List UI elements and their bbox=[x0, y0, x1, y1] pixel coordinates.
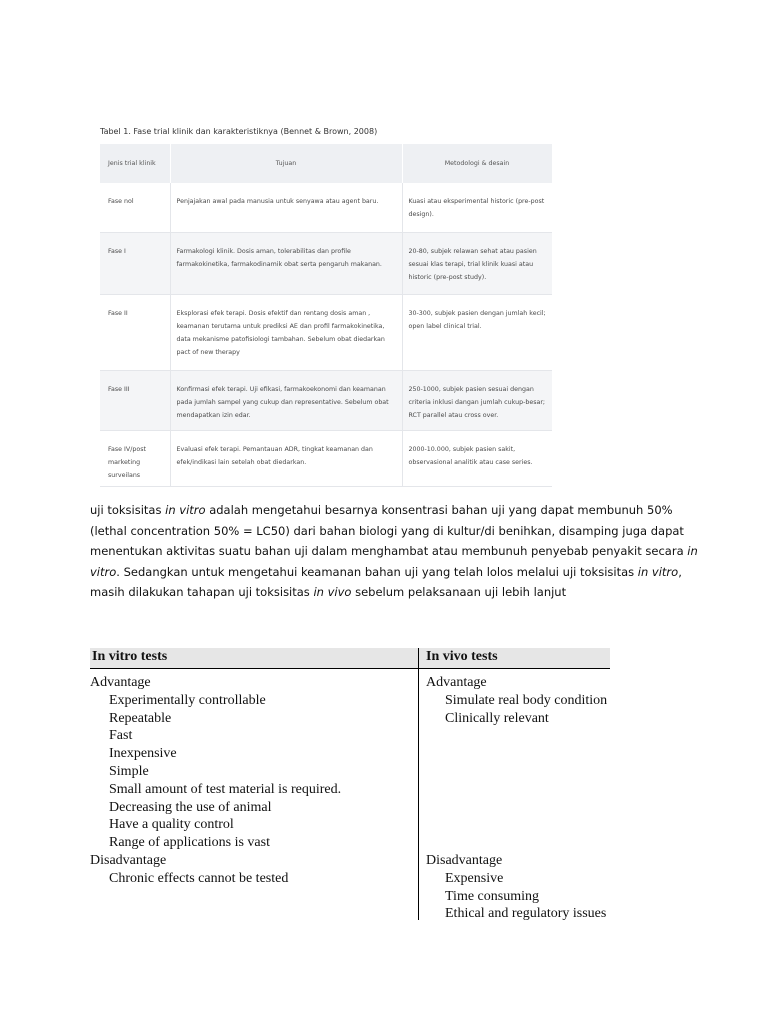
table-cell: Konfirmasi efek terapi. Uji efikasi, farmakoekonomi dan keamanan pada jumlah sampel yang cukup dan representative. Sebelum obat mendapatkan izin edar. bbox=[170, 370, 402, 430]
paragraph-line: masih dilakukan tahapan uji toksisitas in vivo sebelum pelaksanaan uji lebih lanjut bbox=[90, 585, 567, 599]
table-cell: Fase IV/post marketing surveilans bbox=[100, 430, 170, 486]
table-cell: Fase II bbox=[100, 294, 170, 370]
list-item bbox=[426, 745, 607, 763]
list-item bbox=[426, 727, 607, 745]
list-item: Expensive bbox=[445, 870, 504, 886]
clinical-trial-phase-table bbox=[100, 144, 553, 487]
column-divider bbox=[418, 648, 419, 920]
list-item: Advantage bbox=[90, 675, 151, 690]
paragraph-line: (lethal concentration 50% = LC50) dari bahan biologi yang di kultur/di benihkan, disamping juga dapat bbox=[90, 523, 684, 538]
paragraph-line: uji toksisitas in vitro adalah mengetahui besarnya konsentrasi bahan uji yang dapat membunuh 50% bbox=[90, 503, 673, 517]
column-header-jenis: Jenis trial klinik bbox=[100, 144, 170, 183]
list-item: Ethical and regulatory issues bbox=[445, 906, 607, 922]
list-item bbox=[426, 799, 607, 817]
table-caption: Tabel 1. Fase trial klinik dan karakteristiknya (Bennet & Brown, 2008) bbox=[100, 127, 378, 136]
comparison-header-bar bbox=[90, 648, 610, 669]
table-cell: Penjajakan awal pada manusia untuk senyawa atau agent baru. bbox=[170, 183, 402, 232]
body-paragraph bbox=[90, 500, 698, 603]
paragraph-line: menentukan aktivitas suatu bahan uji dalam menghambat atau membunuh penyebab penyakit secara in bbox=[90, 544, 698, 558]
table-cell: Farmakologi klinik. Dosis aman, tolerabilitas dan profile farmakokinetika, farmakodinamik obat serta pengaruh makanan. bbox=[170, 232, 402, 294]
list-item: Clinically relevant bbox=[445, 710, 549, 726]
list-item: Advantage bbox=[426, 675, 487, 690]
list-item bbox=[426, 834, 607, 852]
list-item: Small amount of test material is required. bbox=[109, 781, 342, 797]
table-cell: Fase nol bbox=[100, 183, 170, 232]
list-item: Range of applications is vast bbox=[109, 835, 270, 851]
table-cell: Evaluasi efek terapi. Pemantauan ADR, tingkat keamanan dan efek/indikasi lain setelah obat diedarkan. bbox=[170, 430, 402, 486]
list-item bbox=[426, 816, 607, 834]
table-header-row bbox=[100, 144, 552, 183]
list-item: Repeatable bbox=[109, 710, 172, 726]
table-row bbox=[100, 370, 552, 430]
table-cell: Fase III bbox=[100, 370, 170, 430]
list-item: Have a quality control bbox=[109, 817, 234, 833]
table-cell: 2000-10.000, subjek pasien sakit, observasional analitik atau case series. bbox=[402, 430, 552, 486]
in-vivo-heading: In vivo tests bbox=[426, 649, 498, 664]
list-item: Simulate real body condition bbox=[445, 692, 608, 708]
table-cell: Eksplorasi efek terapi. Dosis efektif dan rentang dosis aman , keamanan terutama untuk prediksi AE dan profil farmakokinetika, data mekanisme patofisiologi tambahan. Sebelum obat diedarkan pact of new therapy bbox=[170, 294, 402, 370]
in-vitro-list bbox=[90, 674, 341, 888]
in-vitro-in-vivo-comparison-table bbox=[90, 648, 610, 920]
in-vitro-heading: In vitro tests bbox=[92, 649, 168, 664]
list-item: Decreasing the use of animal bbox=[109, 799, 272, 815]
table-row bbox=[100, 232, 552, 294]
list-item bbox=[426, 763, 607, 781]
list-item: Chronic effects cannot be tested bbox=[109, 870, 289, 886]
list-item: Time consuming bbox=[445, 888, 539, 904]
list-item: Simple bbox=[109, 763, 149, 779]
table-cell: 30-300, subjek pasien dengan jumlah kecil; open label clinical trial. bbox=[402, 294, 552, 370]
list-item: Disadvantage bbox=[90, 852, 167, 868]
list-item: Experimentally controllable bbox=[109, 692, 266, 708]
table-cell: Fase I bbox=[100, 232, 170, 294]
column-header-tujuan: Tujuan bbox=[170, 144, 402, 183]
list-item bbox=[426, 781, 607, 799]
in-vivo-list bbox=[426, 674, 607, 923]
list-item: Fast bbox=[109, 728, 133, 744]
table-row bbox=[100, 183, 552, 232]
table-cell: 20-80, subjek relawan sehat atau pasien sesuai klas terapi, trial klinik kuasi atau historic (pre-post study). bbox=[402, 232, 552, 294]
column-header-metodologi: Metodologi & desain bbox=[402, 144, 552, 183]
table-row bbox=[100, 294, 552, 370]
table-row bbox=[100, 430, 552, 486]
list-item: Disadvantage bbox=[426, 852, 503, 868]
table-cell: 250-1000, subjek pasien sesuai dengan criteria inklusi dangan jumlah cukup-besar; RCT parallel atau cross over. bbox=[402, 370, 552, 430]
paragraph-line: vitro. Sedangkan untuk mengetahui keamanan bahan uji yang telah lolos melalui uji toksisitas in vitro, bbox=[90, 564, 682, 579]
list-item: Inexpensive bbox=[109, 746, 177, 762]
table-cell: Kuasi atau eksperimental historic (pre-post design). bbox=[402, 183, 552, 232]
